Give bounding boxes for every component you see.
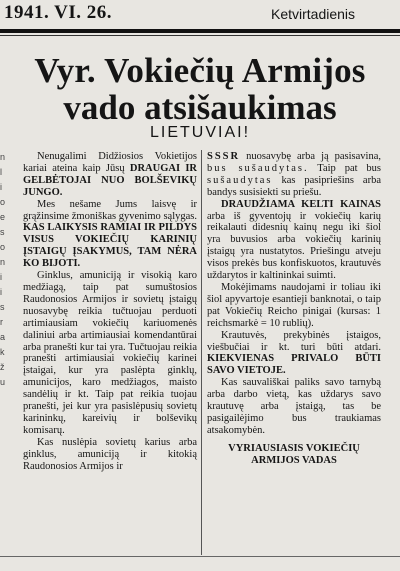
edge-fragment: o bbox=[0, 242, 6, 252]
edge-fragment: o bbox=[0, 197, 6, 207]
paragraph-penalty: SSSR nuosavybę arba ją pasisavina, bus sušaudytas. Taip pat bus sušaudytas kas pasipriešins arba bandys susisiekti su priešu. bbox=[207, 151, 382, 198]
paragraph-payments: Mokėjimams naudojami ir toliau iki šiol apyvartoje esantieji banknotai, o taip pat Vokiečių Reicho pinigai (kursas: 1 reichsmarkė = 10 rublių). bbox=[207, 281, 381, 329]
edge-fragment: i bbox=[0, 272, 2, 282]
paragraph-shops: Krautuvės, prekybinės įstaigos, viešbučiai ir kt. turi būti atdari. KIEKVIENAS PRIVALO BŪTI SAVO VIETOJE. bbox=[207, 329, 381, 377]
edge-fragment: ž bbox=[0, 362, 5, 372]
edge-fragment: r bbox=[0, 317, 3, 327]
edge-fragment: n bbox=[0, 257, 6, 267]
headline-line-2: vado atsišaukimas bbox=[63, 88, 337, 127]
edge-fragment: s bbox=[0, 302, 5, 312]
column-divider bbox=[201, 150, 202, 555]
edge-fragment: k bbox=[0, 347, 5, 357]
issue-date: 1941. VI. 26. bbox=[4, 2, 113, 23]
masthead-rule-thin bbox=[0, 35, 400, 36]
bottom-rule bbox=[0, 556, 400, 557]
edge-fragment: n bbox=[0, 152, 6, 162]
paragraph-weapons: Ginklus, amuniciją ir visokią karo medžiagą, taip pat sumuštosios Raudonosios Armijos ir sovietų įstaigų nuosavybę reikia tučtuojau perduoti artimiausiam vokiečių kariuomenės daliniui arba artimiausiai komendantūrai arba pranešti kur tai yra. Tučtuojau reikia pranešti artimiausiai vokiečių karinei įstaigai, kur yra paslėpta ginklų, amunicijos, karo medžiagos, maisto sandėlių ir kt. Taip pat reikia tuojau pranešti, jei kur yra pasislėpusių sovietų karininkų, kareivių ir bolševikų komisarų. bbox=[23, 270, 197, 436]
headline-line-1: Vyr. Vokiečių Armijos bbox=[34, 51, 366, 90]
edge-fragment: e bbox=[0, 212, 6, 222]
cropped-neighbor-column bbox=[0, 150, 9, 520]
paragraph-freedom: Mes nešame Jums laisvę ir grąžinsime žmoniškas gyvenimo sąlygas. KAS LAIKYSIS RAMIAI IR PILDYS VISUS VOKIEČIŲ KARINIŲ ĮSTAIGŲ ĮSAKYMUS, TAM NĖRA KO BIJOTI. bbox=[23, 198, 197, 270]
headline-subtitle: LIETUVIAI! bbox=[149, 124, 251, 141]
paragraph-responsibility: Kas sauvališkai paliks savo tarnybą arba darbo vietą, kas uždarys savo krautuvę arba įstaigą, tas be pasigailėjimo bus traukiamas atsakomybėn. bbox=[207, 377, 381, 436]
edge-fragment: l bbox=[0, 167, 2, 177]
signature: VYRIAUSIASIS VOKIEČIŲ ARMIJOS VADAS bbox=[228, 442, 360, 466]
article-column-left bbox=[23, 151, 197, 472]
masthead-rule bbox=[0, 29, 400, 33]
edge-fragment: i bbox=[0, 182, 2, 192]
paragraph-prices: DRAUDŽIAMA KELTI KAINAS arba iš gyventojų ir vokiečių karių reikalauti didesnių kainų negu iki šiol yra buvusios arba vokiečių karinių įstaigų yra nustatytos. Priešingu atveju visos prekės bus konfiskuotos, krautuvės uždarytos ir kaltininkai suimti. bbox=[207, 198, 381, 282]
article-column-right bbox=[207, 151, 381, 467]
edge-fragment: a bbox=[0, 332, 6, 342]
issue-weekday: Ketvirtadienis bbox=[271, 6, 356, 22]
paragraph-intro: Nenugalimi Didžiosios Vokietijos kariai ateina kaip Jūsų DRAUGAI IR GELBĖTOJAI NUO BOLŠEVIKŲ JUNGO. bbox=[23, 151, 198, 198]
paragraph-concealment: Kas nuslėpia sovietų karius arba ginklus, amuniciją ir kitokią Raudonosios Armijos ir bbox=[23, 436, 197, 472]
edge-fragment: s bbox=[0, 227, 5, 237]
edge-fragment: i bbox=[0, 287, 2, 297]
edge-fragment: u bbox=[0, 377, 6, 387]
